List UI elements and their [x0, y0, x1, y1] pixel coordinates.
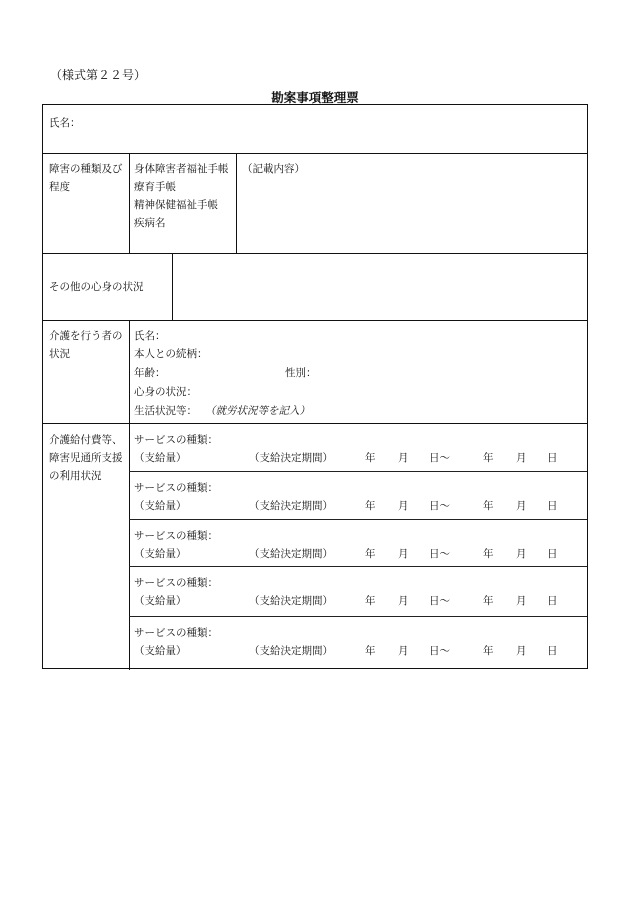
service-d2: 日: [547, 452, 558, 464]
service-m2: 月: [516, 645, 527, 657]
disability-item-mental: 精神保健福祉手帳: [134, 199, 218, 211]
service-m1: 月: [398, 548, 409, 560]
disability-item-physical: 身体障害者福祉手帳: [134, 163, 229, 175]
caregiver-gender: 性別：: [285, 367, 317, 379]
form-title: 勘案事項整理票: [271, 90, 359, 105]
service-y2: 年: [483, 452, 494, 464]
service-amount: （支給量）: [134, 452, 187, 464]
service-m2: 月: [516, 452, 527, 464]
service-d2: 日: [547, 645, 558, 657]
services-label-3: の利用状況: [49, 470, 102, 482]
service-d1: 日～: [429, 500, 450, 512]
service-y2: 年: [483, 645, 494, 657]
service-amount: （支給量）: [134, 548, 187, 560]
service-period: （支給決定期間）: [249, 500, 333, 512]
service-row-divider: [129, 519, 587, 520]
divider-v-disability: [129, 153, 130, 253]
service-d2: 日: [547, 500, 558, 512]
service-m2: 月: [516, 548, 527, 560]
service-y1: 年: [365, 595, 376, 607]
disability-label-1: 障害の種類及び: [49, 163, 123, 175]
service-period: （支給決定期間）: [249, 548, 333, 560]
service-m2: 月: [516, 595, 527, 607]
caregiver-living-note: （就労状況等を記入）: [205, 405, 310, 417]
divider-v-lower: [129, 320, 130, 670]
service-m1: 月: [398, 645, 409, 657]
caregiver-living: 生活状況等：: [134, 405, 197, 417]
service-period: （支給決定期間）: [249, 645, 333, 657]
caregiver-relation: 本人との続柄：: [134, 348, 208, 360]
services-label-1: 介護給付費等、: [49, 434, 123, 446]
divider-mental: [43, 320, 587, 321]
service-type-label: サービスの種類：: [134, 482, 218, 494]
caregiver-label-1: 介護を行う者の: [49, 330, 123, 342]
service-d2: 日: [547, 548, 558, 560]
service-y2: 年: [483, 595, 494, 607]
divider-caregiver: [43, 423, 587, 424]
name-label: 氏名：: [49, 117, 81, 129]
service-amount: （支給量）: [134, 500, 187, 512]
service-row-divider: [129, 566, 587, 567]
service-type-label: サービスの種類：: [134, 577, 218, 589]
service-y1: 年: [365, 500, 376, 512]
service-y2: 年: [483, 548, 494, 560]
service-y1: 年: [365, 452, 376, 464]
service-d1: 日～: [429, 452, 450, 464]
disability-item-rehab: 療育手帳: [134, 181, 176, 193]
disability-note: （記載内容）: [242, 163, 305, 175]
service-amount: （支給量）: [134, 595, 187, 607]
service-type-label: サービスの種類：: [134, 434, 218, 446]
service-type-label: サービスの種類：: [134, 627, 218, 639]
service-type-label: サービスの種類：: [134, 530, 218, 542]
service-row-divider: [129, 471, 587, 472]
service-y1: 年: [365, 645, 376, 657]
disability-label-2: 程度: [49, 181, 70, 193]
service-m1: 月: [398, 452, 409, 464]
caregiver-age: 年齢：: [134, 367, 166, 379]
service-m1: 月: [398, 500, 409, 512]
divider-name: [43, 153, 587, 154]
service-period: （支給決定期間）: [249, 595, 333, 607]
services-label-2: 障害児通所支援: [49, 452, 123, 464]
divider-v-disability-note: [236, 153, 237, 253]
caregiver-name: 氏名：: [134, 330, 166, 342]
service-period: （支給決定期間）: [249, 452, 333, 464]
service-d1: 日～: [429, 645, 450, 657]
service-d1: 日～: [429, 548, 450, 560]
divider-v-mental: [172, 253, 173, 320]
service-m1: 月: [398, 595, 409, 607]
mental-physical-label: その他の心身の状況: [49, 281, 144, 293]
disability-item-disease: 疾病名: [134, 217, 166, 229]
service-d1: 日～: [429, 595, 450, 607]
form-number: （様式第２２号）: [50, 68, 147, 82]
service-amount: （支給量）: [134, 645, 187, 657]
service-y2: 年: [483, 500, 494, 512]
service-row-divider: [129, 616, 587, 617]
service-y1: 年: [365, 548, 376, 560]
caregiver-condition: 心身の状況：: [134, 386, 197, 398]
service-m2: 月: [516, 500, 527, 512]
assessment-form: [42, 104, 588, 669]
caregiver-label-2: 状況: [49, 348, 70, 360]
service-d2: 日: [547, 595, 558, 607]
divider-disability: [43, 253, 587, 254]
